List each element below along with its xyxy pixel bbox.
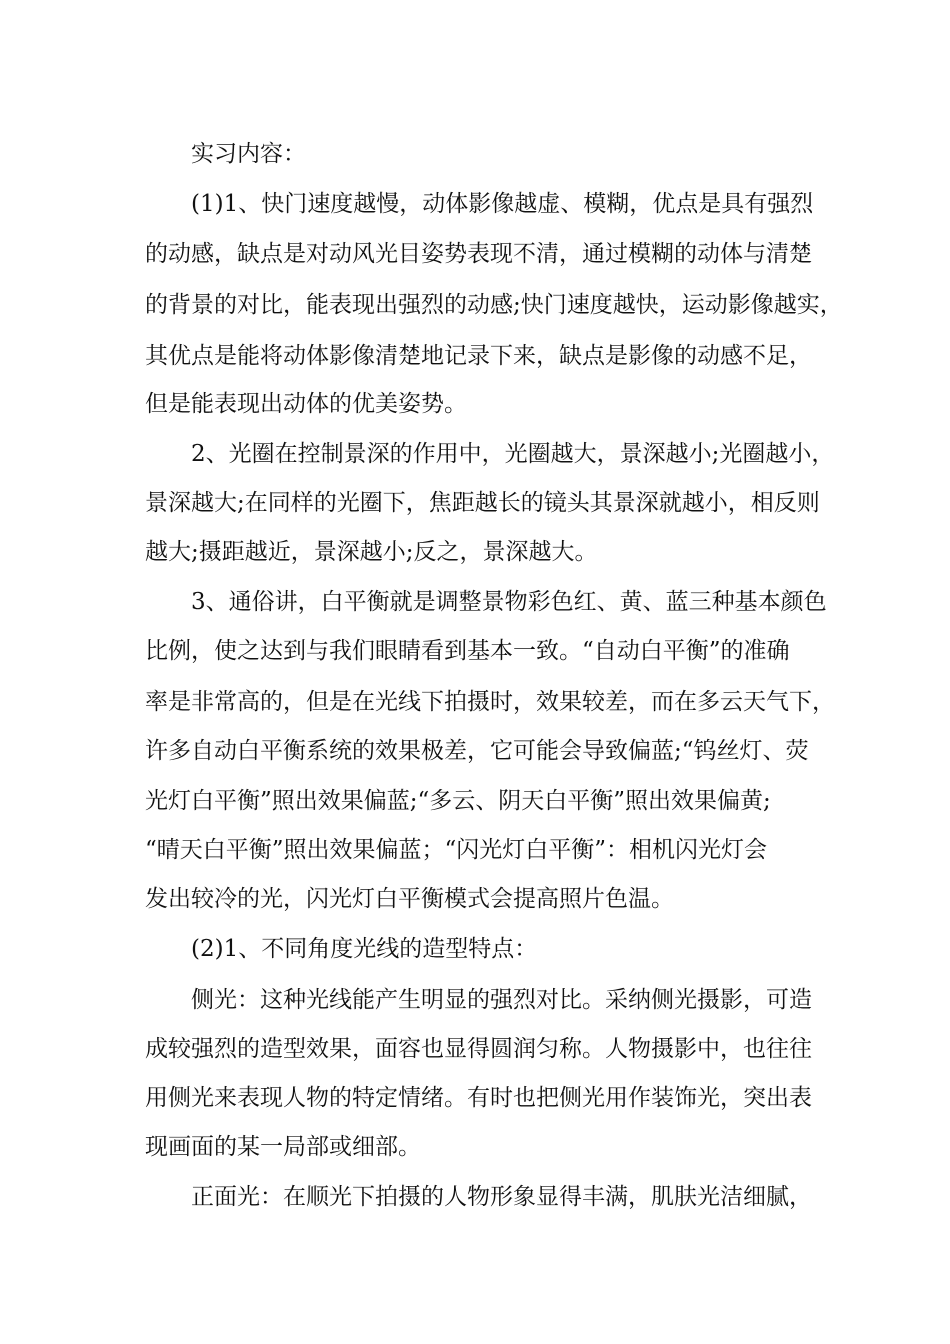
- section-heading: 实习内容：: [191, 141, 306, 167]
- paragraph-line: 3、通俗讲，白平衡就是调整景物彩色红、黄、蓝三种基本颜色: [191, 589, 827, 615]
- paragraph-line: 侧光：这种光线能产生明显的强烈对比。采纳侧光摄影，可造: [191, 987, 812, 1013]
- paragraph-line: 比例，使之达到与我们眼睛看到基本一致。“自动白平衡”的准确: [145, 638, 790, 664]
- paragraph-line: 率是非常高的，但是在光线下拍摄时，效果较差，而在多云天气下，: [145, 689, 835, 715]
- paragraph-line: “晴天白平衡”照出效果偏蓝；“闪光灯白平衡”：相机闪光灯会: [145, 837, 768, 863]
- paragraph-line: 越大;摄距越近，景深越小;反之，景深越大。: [145, 539, 598, 565]
- paragraph-line: 2、光圈在控制景深的作用中，光圈越大，景深越小;光圈越小，: [191, 441, 835, 467]
- paragraph-line: (2)1、不同角度光线的造型特点：: [191, 936, 538, 962]
- paragraph-line: 用侧光来表现人物的特定情绪。有时也把侧光用作装饰光，突出表: [145, 1085, 812, 1111]
- paragraph-line: (1)1、快门速度越慢，动体影像越虚、模糊，优点是具有强烈: [191, 191, 814, 217]
- paragraph-line: 正面光：在顺光下拍摄的人物形象显得丰满，肌肤光洁细腻，: [191, 1184, 812, 1210]
- paragraph-line: 成较强烈的造型效果，面容也显得圆润匀称。人物摄影中，也往往: [145, 1036, 812, 1062]
- paragraph-line: 的背景的对比，能表现出强烈的动感;快门速度越快，运动影像越实，: [145, 292, 843, 318]
- paragraph-line: 的动感，缺点是对动风光目姿势表现不清，通过模糊的动体与清楚: [145, 241, 812, 267]
- paragraph-line: 发出较冷的光，闪光灯白平衡模式会提高照片色温。: [145, 886, 674, 912]
- paragraph-line: 许多自动白平衡系统的效果极差，它可能会导致偏蓝;“钨丝灯、荧: [145, 738, 809, 764]
- paragraph-line: 景深越大;在同样的光圈下，焦距越长的镜头其景深就越小，相反则: [145, 490, 820, 516]
- paragraph-line: 其优点是能将动体影像清楚地记录下来，缺点是影像的动感不足，: [145, 343, 812, 369]
- paragraph-line: 但是能表现出动体的优美姿势。: [145, 391, 467, 417]
- paragraph-line: 现画面的某一局部或细部。: [145, 1134, 421, 1160]
- paragraph-line: 光灯白平衡”照出效果偏蓝;“多云、阴天白平衡”照出效果偏黄;: [145, 788, 771, 814]
